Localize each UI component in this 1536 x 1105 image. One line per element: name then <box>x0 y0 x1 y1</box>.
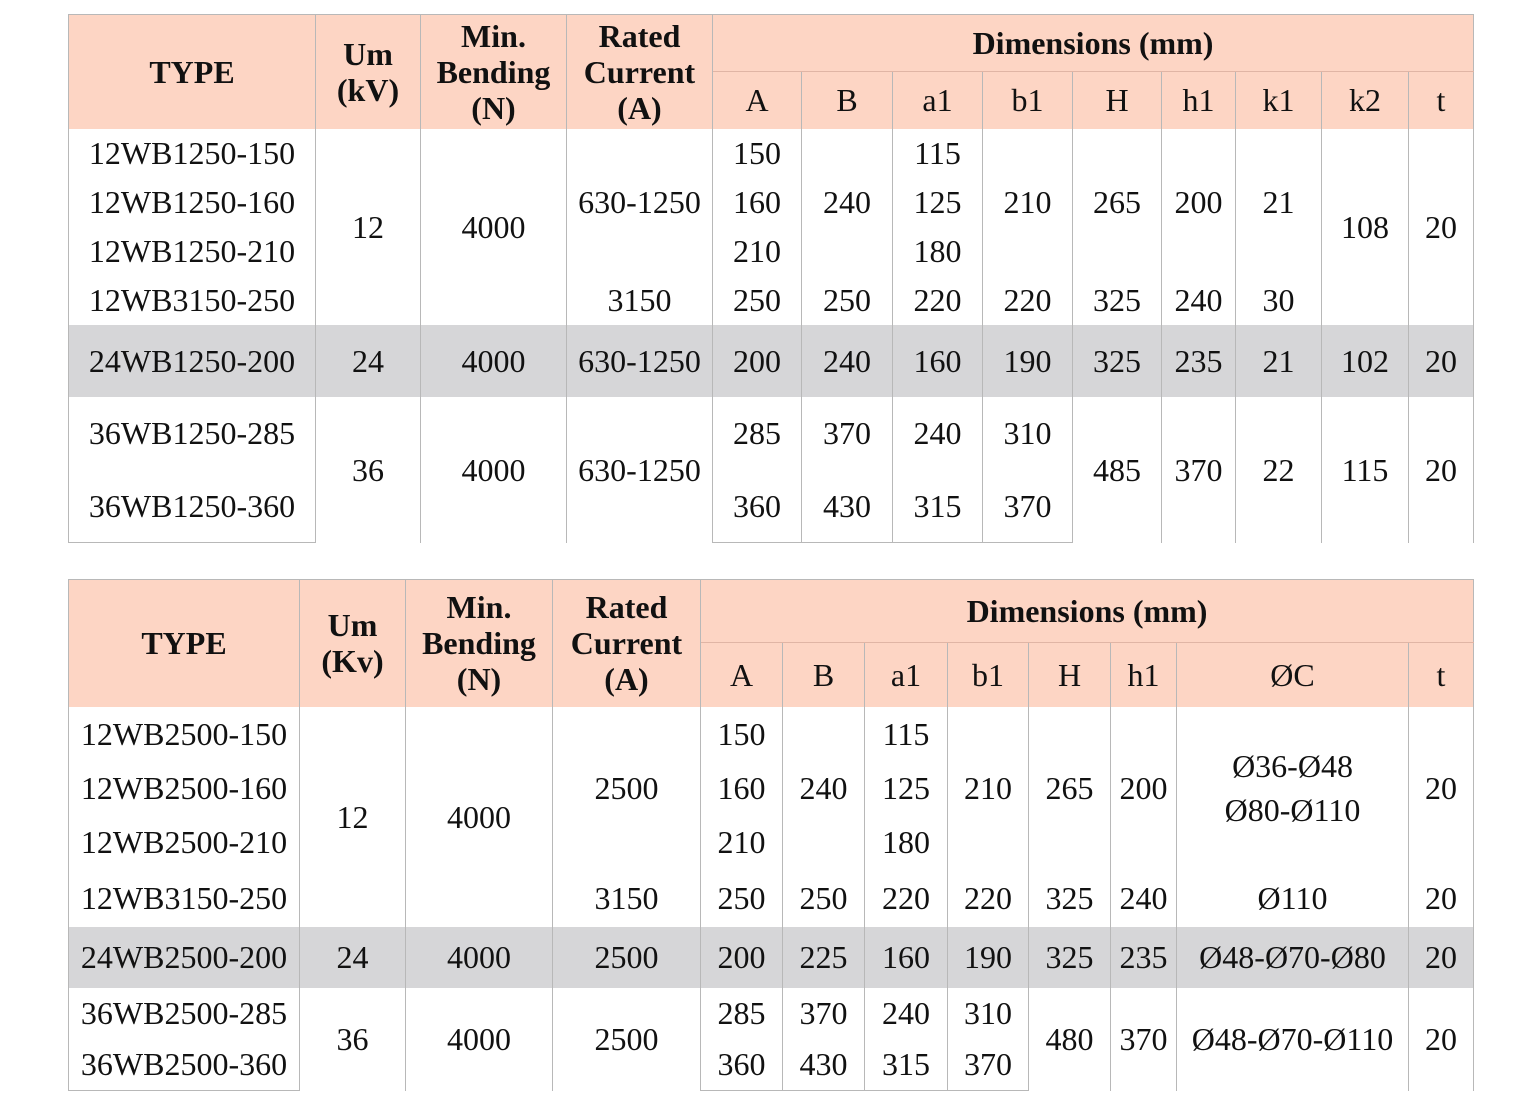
dim-A-cell: 160 <box>701 761 783 815</box>
dim-B-cell: 370 <box>783 988 865 1039</box>
dim-A-cell: 285 <box>713 397 802 470</box>
bending-cell: 4000 <box>421 325 567 397</box>
current-cell: 630-1250 <box>567 325 713 397</box>
dim-a1-cell: 315 <box>893 470 983 543</box>
dim-A-cell: 360 <box>701 1039 783 1091</box>
col-header-rated-current: Rated Current (A) <box>553 580 701 707</box>
dim-t-cell: 20 <box>1409 927 1474 988</box>
dim-H-cell: 325 <box>1073 325 1162 397</box>
col-header-B: B <box>802 72 893 129</box>
dim-t-cell: 20 <box>1409 129 1474 325</box>
col-header-diameter-C: ØC <box>1177 643 1409 707</box>
dim-B-cell: 430 <box>802 470 893 543</box>
table-row-24kv <box>69 927 1474 988</box>
dim-A-cell: 150 <box>713 129 802 178</box>
current-cell: 630-1250 <box>567 129 713 276</box>
dim-b1-cell: 210 <box>948 707 1029 869</box>
dim-C-cell: Ø36-Ø48 Ø80-Ø110 <box>1177 707 1409 869</box>
dim-a1-cell: 315 <box>865 1039 948 1091</box>
dim-h1-cell: 240 <box>1162 276 1236 325</box>
col-header-um: Um (kV) <box>316 15 421 129</box>
col-header-dimensions: Dimensions (mm) <box>701 580 1474 643</box>
col-header-H: H <box>1073 72 1162 129</box>
dim-b1-cell: 190 <box>948 927 1029 988</box>
current-cell: 2500 <box>553 927 701 988</box>
um-cell: 24 <box>300 927 406 988</box>
type-cell: 12WB1250-160 <box>69 178 316 227</box>
col-header-dimensions: Dimensions (mm) <box>713 15 1474 72</box>
col-header-k2: k2 <box>1322 72 1409 129</box>
type-cell: 12WB3150-250 <box>69 276 316 325</box>
dim-H-cell: 485 <box>1073 397 1162 543</box>
col-header-h1: h1 <box>1111 643 1177 707</box>
dim-B-cell: 240 <box>802 129 893 276</box>
dim-a1-cell: 180 <box>865 815 948 869</box>
bending-cell: 4000 <box>406 927 553 988</box>
col-header-A: A <box>713 72 802 129</box>
dim-b1-cell: 310 <box>983 397 1073 470</box>
dim-a1-cell: 220 <box>893 276 983 325</box>
dim-H-cell: 480 <box>1029 988 1111 1091</box>
dim-k1-cell: 21 <box>1236 129 1322 276</box>
bending-cell: 4000 <box>421 397 567 543</box>
type-cell: 12WB1250-150 <box>69 129 316 178</box>
type-cell: 36WB1250-285 <box>69 397 316 470</box>
dim-b1-cell: 210 <box>983 129 1073 276</box>
col-header-a1: a1 <box>865 643 948 707</box>
dim-h1-cell: 200 <box>1111 707 1177 869</box>
current-cell: 2500 <box>553 988 701 1091</box>
col-header-h1: h1 <box>1162 72 1236 129</box>
dim-b1-cell: 220 <box>948 869 1029 927</box>
type-cell: 12WB1250-210 <box>69 227 316 276</box>
col-header-min-bending: Min. Bending (N) <box>406 580 553 707</box>
dim-h1-cell: 200 <box>1162 129 1236 276</box>
dim-B-cell: 225 <box>783 927 865 988</box>
dim-A-cell: 250 <box>701 869 783 927</box>
dim-H-cell: 265 <box>1073 129 1162 276</box>
col-header-B: B <box>783 643 865 707</box>
type-cell: 24WB2500-200 <box>69 927 300 988</box>
dim-t-cell: 20 <box>1409 707 1474 869</box>
dim-h1-cell: 235 <box>1111 927 1177 988</box>
dim-a1-cell: 220 <box>865 869 948 927</box>
col-header-type: TYPE <box>69 15 316 129</box>
type-cell: 12WB2500-210 <box>69 815 300 869</box>
dim-k2-cell: 115 <box>1322 397 1409 543</box>
dim-k1-cell: 22 <box>1236 397 1322 543</box>
dim-A-cell: 210 <box>701 815 783 869</box>
dim-t-cell: 20 <box>1409 325 1474 397</box>
dim-h1-cell: 240 <box>1111 869 1177 927</box>
dim-a1-cell: 125 <box>865 761 948 815</box>
dim-b1-cell: 370 <box>983 470 1073 543</box>
um-cell: 12 <box>300 707 406 927</box>
dim-C-cell: Ø110 <box>1177 869 1409 927</box>
col-header-b1: b1 <box>948 643 1029 707</box>
dim-A-cell: 360 <box>713 470 802 543</box>
current-cell: 3150 <box>553 869 701 927</box>
dim-h1-cell: 370 <box>1111 988 1177 1091</box>
dim-H-cell: 325 <box>1029 869 1111 927</box>
dim-b1-cell: 370 <box>948 1039 1029 1091</box>
col-header-k1: k1 <box>1236 72 1322 129</box>
dim-a1-cell: 125 <box>893 178 983 227</box>
dim-a1-cell: 160 <box>865 927 948 988</box>
dim-A-cell: 160 <box>713 178 802 227</box>
dim-B-cell: 430 <box>783 1039 865 1091</box>
dim-B-cell: 240 <box>802 325 893 397</box>
dim-k1-cell: 21 <box>1236 325 1322 397</box>
dim-t-cell: 20 <box>1409 397 1474 543</box>
bending-cell: 4000 <box>421 129 567 325</box>
col-header-type: TYPE <box>69 580 300 707</box>
dim-C-cell: Ø48-Ø70-Ø110 <box>1177 988 1409 1091</box>
type-cell: 36WB2500-360 <box>69 1039 300 1091</box>
dim-h1-cell: 235 <box>1162 325 1236 397</box>
type-cell: 12WB3150-250 <box>69 869 300 927</box>
col-header-t: t <box>1409 72 1474 129</box>
type-cell: 12WB2500-160 <box>69 761 300 815</box>
dim-k1-cell: 30 <box>1236 276 1322 325</box>
type-cell: 36WB1250-360 <box>69 470 316 543</box>
dim-H-cell: 265 <box>1029 707 1111 869</box>
dim-a1-cell: 180 <box>893 227 983 276</box>
um-cell: 36 <box>316 397 421 543</box>
col-header-t: t <box>1409 643 1474 707</box>
dim-t-cell: 20 <box>1409 869 1474 927</box>
dim-B-cell: 240 <box>783 707 865 869</box>
dim-A-cell: 250 <box>713 276 802 325</box>
type-cell: 24WB1250-200 <box>69 325 316 397</box>
bending-cell: 4000 <box>406 988 553 1091</box>
dim-A-cell: 210 <box>713 227 802 276</box>
bending-cell: 4000 <box>406 707 553 927</box>
current-cell: 3150 <box>567 276 713 325</box>
table-row-24kv <box>69 325 1474 397</box>
dim-h1-cell: 370 <box>1162 397 1236 543</box>
um-cell: 24 <box>316 325 421 397</box>
dim-B-cell: 250 <box>783 869 865 927</box>
dim-B-cell: 250 <box>802 276 893 325</box>
type-cell: 36WB2500-285 <box>69 988 300 1039</box>
um-cell: 36 <box>300 988 406 1091</box>
dim-a1-cell: 115 <box>893 129 983 178</box>
type-cell: 12WB2500-150 <box>69 707 300 761</box>
current-cell: 630-1250 <box>567 397 713 543</box>
dim-a1-cell: 115 <box>865 707 948 761</box>
dim-k2-cell: 108 <box>1322 129 1409 325</box>
dim-H-cell: 325 <box>1029 927 1111 988</box>
dim-b1-cell: 190 <box>983 325 1073 397</box>
dim-a1-cell: 160 <box>893 325 983 397</box>
col-header-b1: b1 <box>983 72 1073 129</box>
col-header-a1: a1 <box>893 72 983 129</box>
col-header-H: H <box>1029 643 1111 707</box>
dim-b1-cell: 310 <box>948 988 1029 1039</box>
dim-k2-cell: 102 <box>1322 325 1409 397</box>
dim-A-cell: 150 <box>701 707 783 761</box>
col-header-A: A <box>701 643 783 707</box>
dim-H-cell: 325 <box>1073 276 1162 325</box>
col-header-um: Um (Kv) <box>300 580 406 707</box>
busbar-spec-table-2500 <box>68 579 1474 1091</box>
current-cell: 2500 <box>553 707 701 869</box>
dim-a1-cell: 240 <box>865 988 948 1039</box>
dim-a1-cell: 240 <box>893 397 983 470</box>
dim-C-cell: Ø48-Ø70-Ø80 <box>1177 927 1409 988</box>
dim-A-cell: 200 <box>701 927 783 988</box>
dim-B-cell: 370 <box>802 397 893 470</box>
um-cell: 12 <box>316 129 421 325</box>
dim-A-cell: 285 <box>701 988 783 1039</box>
dim-t-cell: 20 <box>1409 988 1474 1091</box>
dim-A-cell: 200 <box>713 325 802 397</box>
col-header-rated-current: Rated Current (A) <box>567 15 713 129</box>
busbar-spec-table-1250 <box>68 14 1474 543</box>
dim-b1-cell: 220 <box>983 276 1073 325</box>
col-header-min-bending: Min. Bending (N) <box>421 15 567 129</box>
